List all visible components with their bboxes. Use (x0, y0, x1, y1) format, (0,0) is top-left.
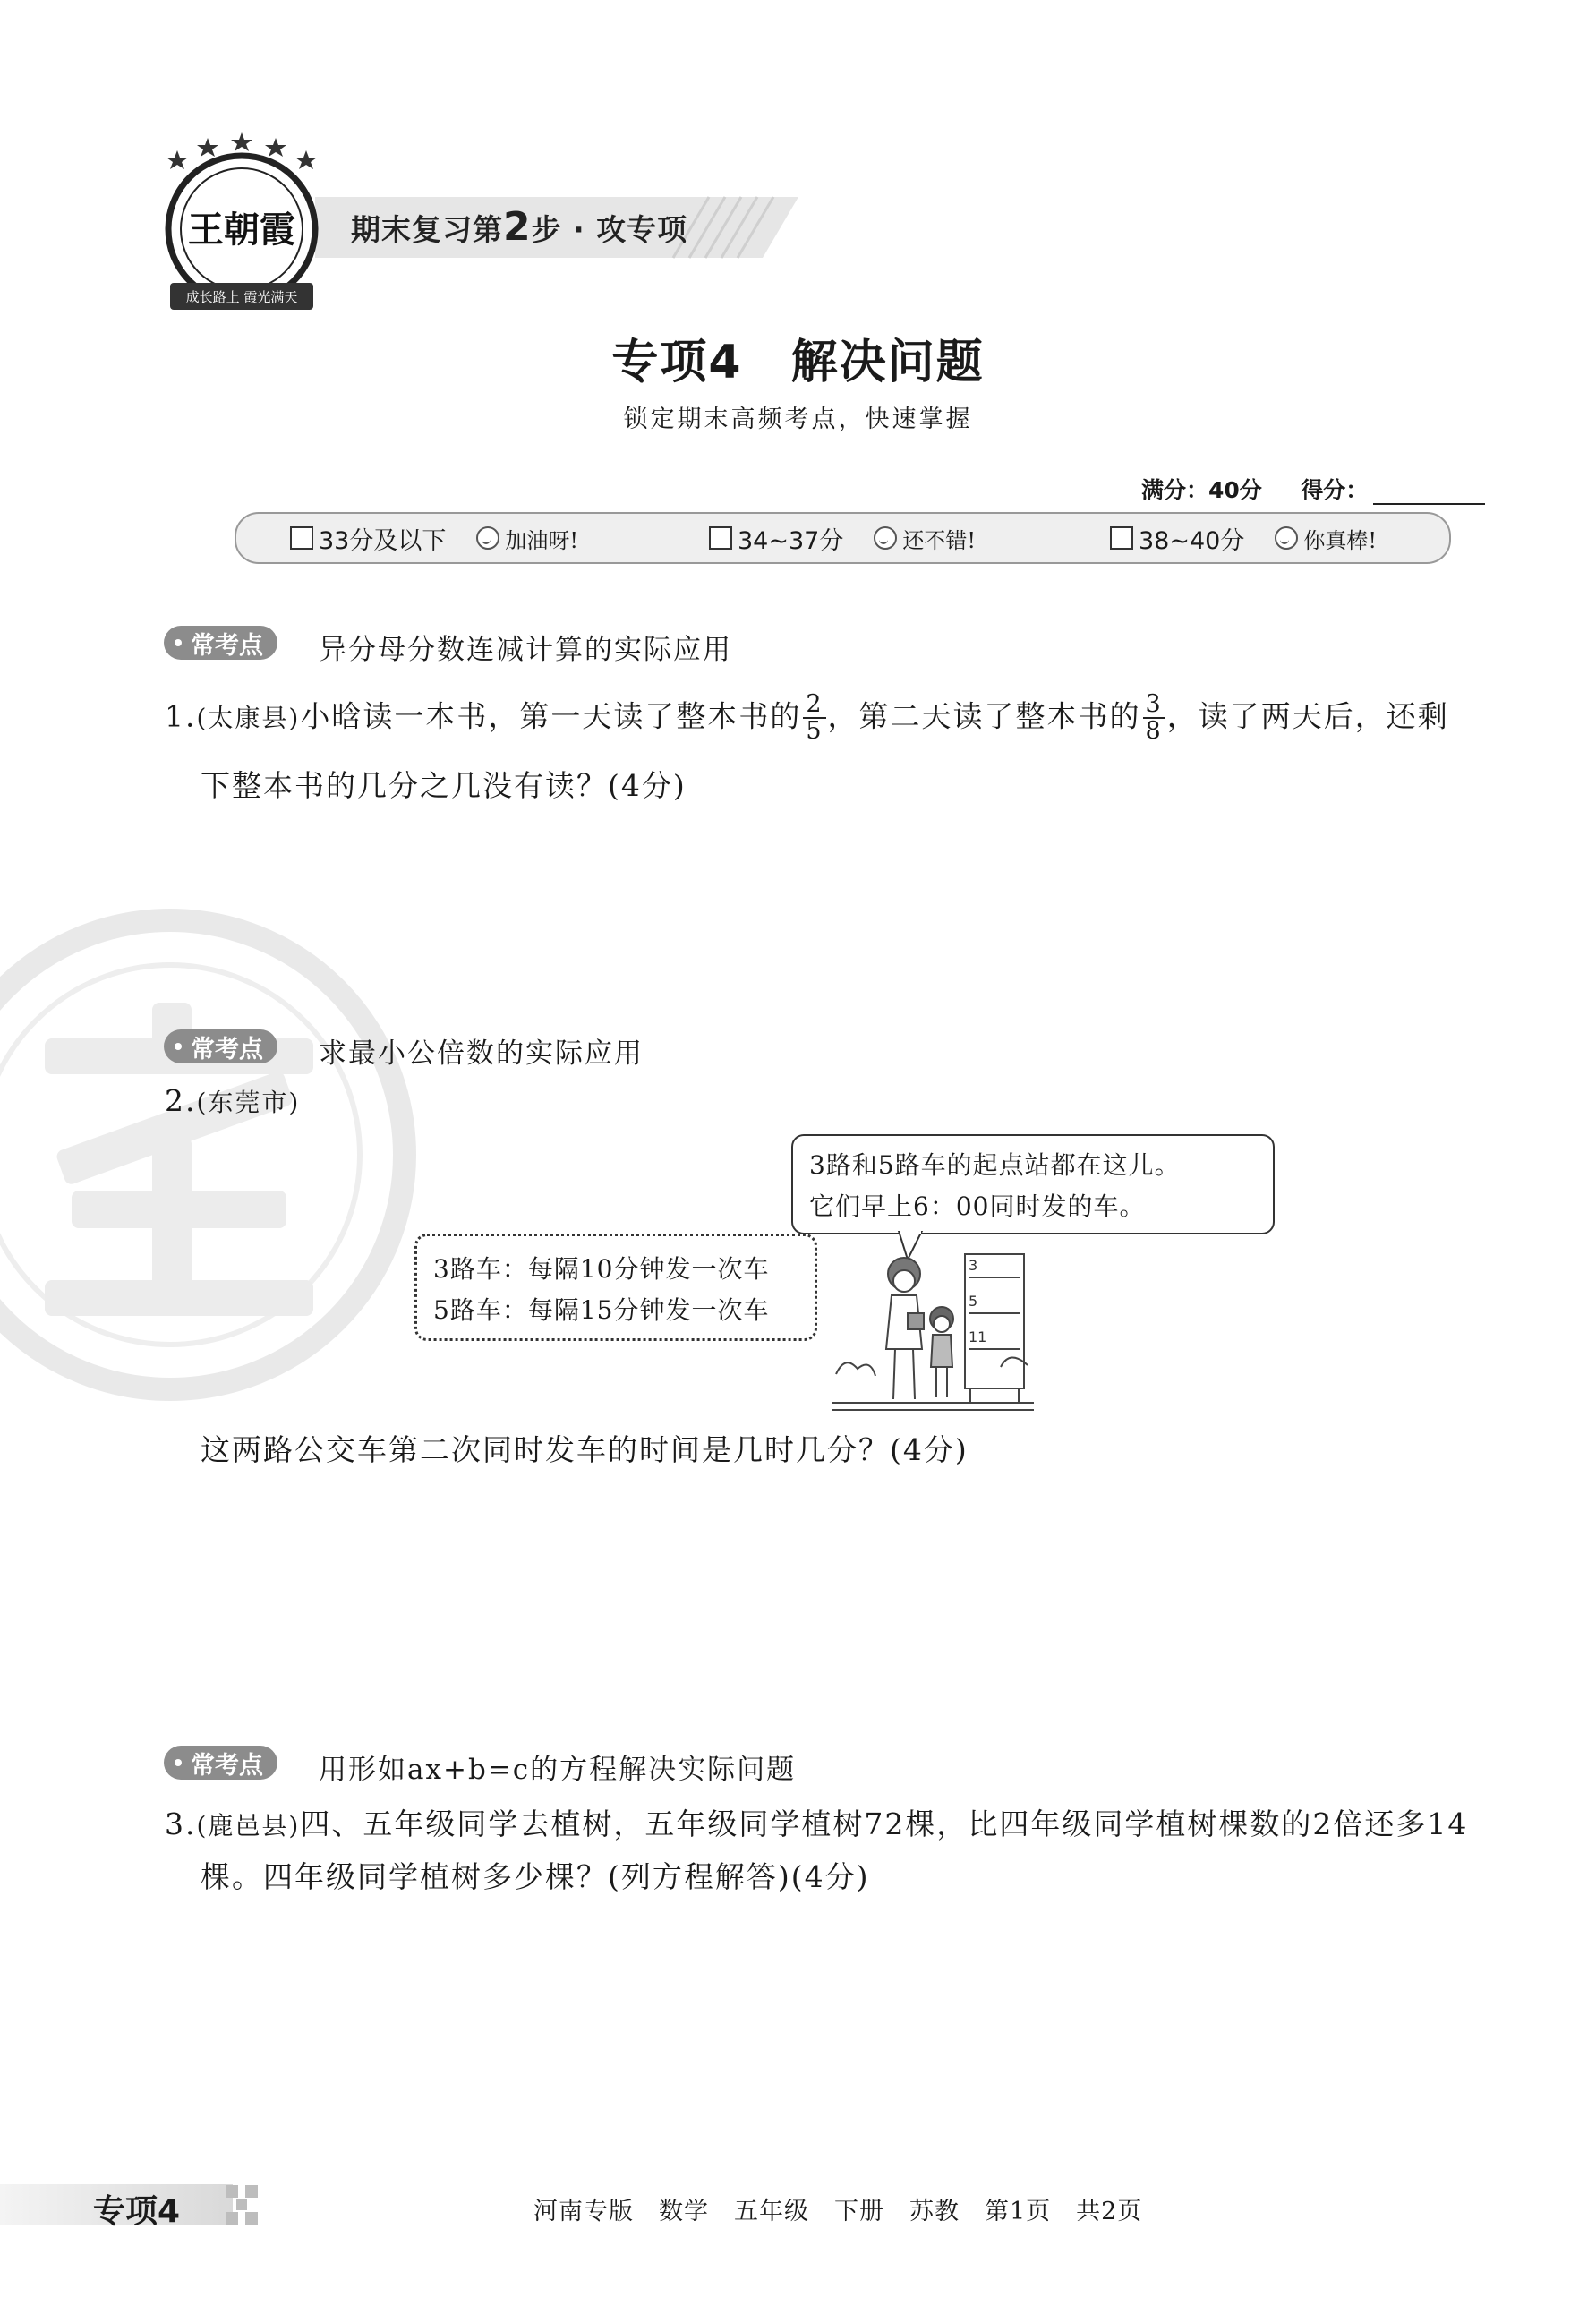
bus-stop-illustration (832, 1249, 1034, 1414)
smiley-icon (874, 526, 897, 550)
bus-schedule-line: 3路车：每隔10分钟发一次车 (433, 1254, 770, 1284)
question-3-line2: 棵。四年级同学植树多少棵？(列方程解答)(4分) (201, 1859, 870, 1894)
score-label: 得分： (1301, 477, 1369, 503)
footer-decoration-icon (226, 2185, 261, 2225)
question-number: 1. (165, 698, 197, 734)
rating-checkbox-mid[interactable] (709, 526, 732, 550)
smiley-icon (1275, 526, 1298, 550)
bus-schedule-box (414, 1234, 817, 1341)
question-text: ，第二天读了整本书的 (827, 698, 1141, 734)
question-2 (165, 1083, 300, 1119)
rating-checkbox-low[interactable] (290, 526, 313, 550)
series-step: 2 (503, 204, 532, 250)
rating-note-mid: 还不错! (902, 527, 976, 553)
fraction-denominator: 5 (806, 717, 824, 746)
page-subtitle: 锁定期末高频考点，快速掌握 (623, 406, 973, 433)
score-blank[interactable] (1373, 483, 1485, 505)
speech-bubble (791, 1134, 1275, 1234)
brand-logo-slogan: 成长路上 霞光满天 (185, 289, 298, 305)
rating-bar (235, 512, 1451, 564)
series-label (351, 204, 687, 250)
question-number: 3. (165, 1806, 197, 1841)
brand-logo-name: 王朝霞 (188, 209, 295, 251)
rating-item-mid (709, 523, 976, 553)
topic-title: 用形如ax+b=c的方程解决实际问题 (319, 1754, 797, 1786)
series-prefix: 期末复习第 (351, 212, 503, 247)
topic-tag: 常考点 (164, 1746, 277, 1780)
series-suffix: 步 · 攻专项 (531, 212, 688, 247)
brand-logo (152, 132, 331, 312)
rating-range-mid: 34~37分 (738, 526, 844, 555)
question-number: 2. (165, 1083, 197, 1118)
rating-note-high: 你真棒! (1303, 527, 1377, 553)
fraction-denominator: 8 (1145, 717, 1163, 746)
sign-route-number: 11 (969, 1328, 987, 1345)
question-1-line2: 下整本书的几分之几没有读？(4分) (201, 768, 687, 803)
fraction (803, 692, 825, 745)
speech-line: 3路和5路车的起点站都在这儿。 (809, 1150, 1181, 1180)
fraction-numerator: 2 (803, 692, 825, 719)
topic-title: 异分母分数连减计算的实际应用 (319, 634, 732, 666)
topic-tag: 常考点 (164, 1029, 277, 1063)
score-row (1141, 473, 1485, 505)
footer-info: 河南专版 数学 五年级 下册 苏教 第1页 共2页 (533, 2198, 1143, 2225)
rating-note-low: 加油呀! (505, 527, 579, 553)
speech-line: 它们早上6：00同时发的车。 (809, 1191, 1146, 1221)
question-text: 小晗读一本书，第一天读了整本书的 (300, 698, 802, 734)
footer-label: 专项4 (93, 2193, 181, 2230)
sign-route-number: 3 (969, 1257, 978, 1274)
watermark-seal-icon (0, 904, 421, 1405)
page-title: 专项4 解决问题 (611, 336, 985, 389)
question-source: (鹿邑县) (196, 1811, 301, 1841)
rating-range-high: 38~40分 (1139, 526, 1245, 555)
rating-item-low (290, 523, 578, 553)
fraction-numerator: 3 (1143, 692, 1165, 719)
bus-schedule-line: 5路车：每隔15分钟发一次车 (433, 1295, 770, 1325)
rating-checkbox-high[interactable] (1110, 526, 1133, 550)
fraction (1143, 692, 1165, 745)
question-3 (165, 1801, 1468, 1843)
question-source: (太康县) (196, 703, 301, 733)
rating-item-high (1110, 523, 1377, 553)
question-1 (165, 692, 1449, 745)
topic-tag: 常考点 (164, 626, 277, 660)
topic-title: 求最小公倍数的实际应用 (319, 1038, 644, 1070)
sign-route-number: 5 (969, 1293, 978, 1310)
question-text: 四、五年级同学去植树，五年级同学植树72棵，比四年级同学植树棵数的2倍还多14 (300, 1806, 1469, 1841)
question-text: ，读了两天后，还剩 (1166, 698, 1449, 734)
question-source: (东莞市) (196, 1088, 301, 1117)
full-score-label: 满分：40分 (1141, 477, 1262, 503)
smiley-icon (476, 526, 499, 550)
rating-range-low: 33分及以下 (319, 526, 447, 555)
question-2-text: 这两路公交车第二次同时发车的时间是几时几分？(4分) (201, 1432, 969, 1467)
